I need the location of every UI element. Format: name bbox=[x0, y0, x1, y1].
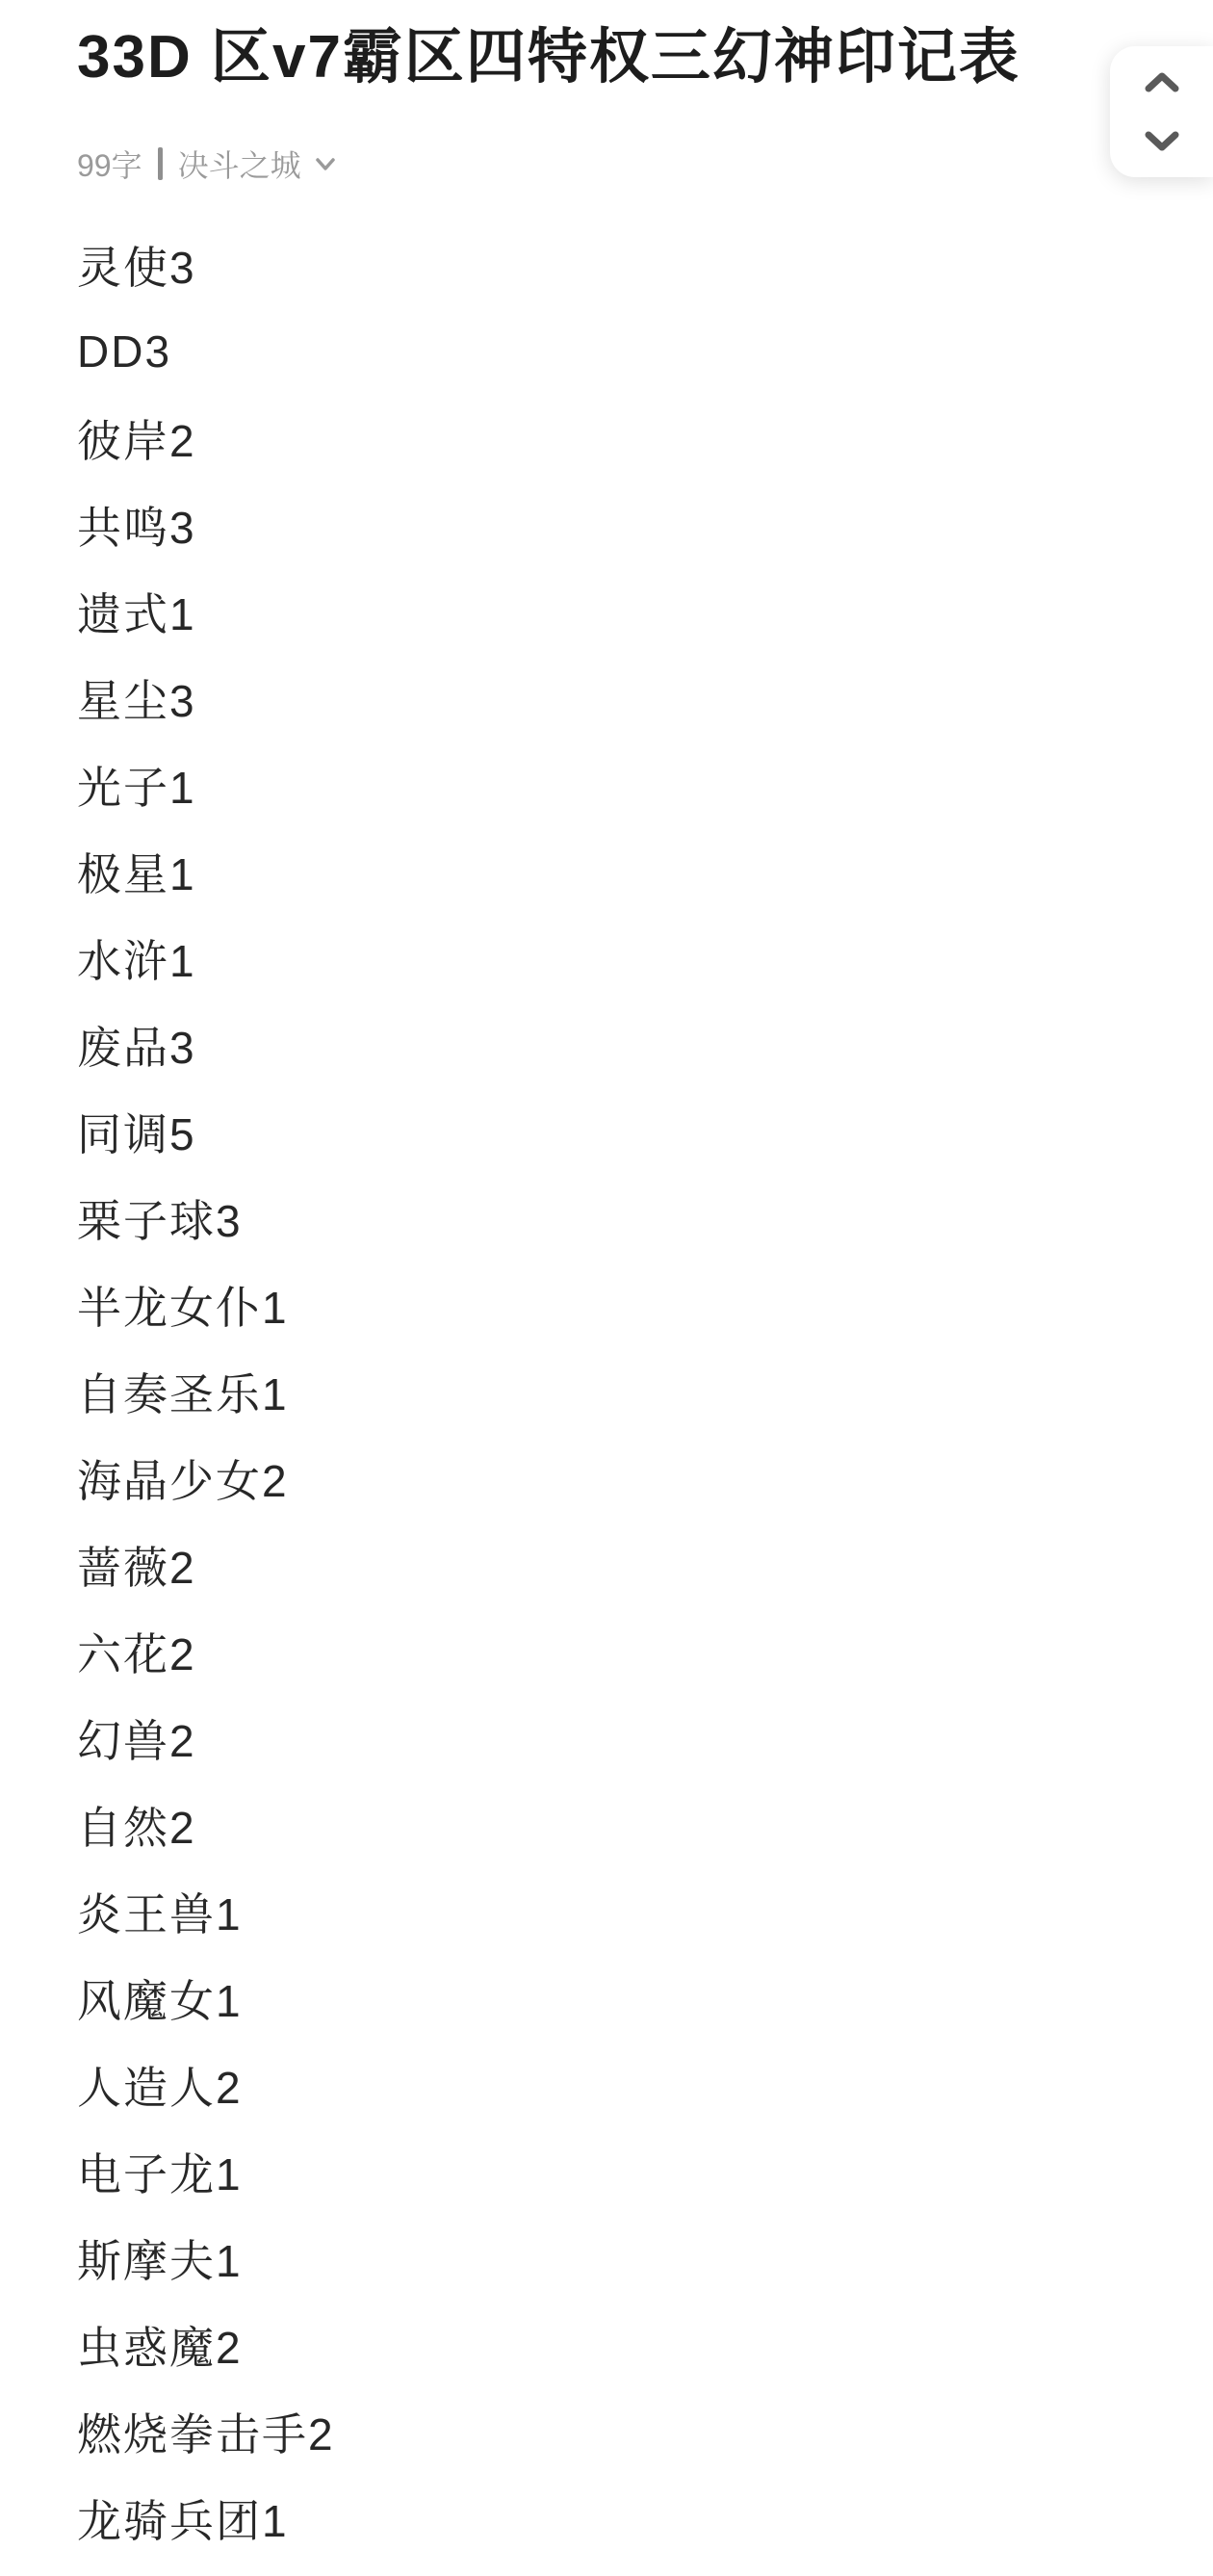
list-item: 共鸣3 bbox=[77, 503, 196, 553]
list-item: 栗子球3 bbox=[77, 1196, 243, 1246]
list-item: 斯摩夫1 bbox=[77, 2236, 243, 2286]
list-item: 自奏圣乐1 bbox=[77, 1369, 289, 1419]
list-item: 风魔女1 bbox=[77, 1976, 243, 2026]
list-item: 光子1 bbox=[77, 763, 196, 813]
meta-row bbox=[77, 144, 1136, 183]
list-item: 半龙女仆1 bbox=[77, 1283, 289, 1333]
list-item: 废品3 bbox=[77, 1023, 196, 1073]
list-item: 海晶少女2 bbox=[77, 1456, 289, 1506]
list-item: 幻兽2 bbox=[77, 1716, 196, 1766]
chevron-up-icon bbox=[1143, 69, 1181, 94]
nav-panel bbox=[1110, 46, 1213, 177]
chevron-down-icon bbox=[311, 149, 340, 178]
list-item: 星尘3 bbox=[77, 676, 196, 726]
list-item: 灵使3 bbox=[77, 243, 196, 293]
list-item: 虫惑魔2 bbox=[77, 2323, 243, 2373]
list-item: 人造人2 bbox=[77, 2063, 243, 2113]
list-item: 燃烧拳击手2 bbox=[77, 2409, 335, 2459]
note-body bbox=[77, 221, 1136, 2562]
list-item: 电子龙1 bbox=[77, 2149, 243, 2199]
list-item: 蔷薇2 bbox=[77, 1543, 196, 1593]
list-item: 彼岸2 bbox=[77, 416, 196, 466]
category-label: 决斗之城 bbox=[177, 148, 301, 183]
page-title: 33D 区v7霸区四特权三幻神印记表 bbox=[77, 24, 1020, 91]
list-item: 炎王兽1 bbox=[77, 1889, 243, 1939]
list-item: 同调5 bbox=[77, 1109, 196, 1159]
meta-divider bbox=[158, 147, 163, 180]
list-item: 极星1 bbox=[77, 849, 196, 899]
chevron-down-icon bbox=[1143, 129, 1181, 154]
list-item: 遗式1 bbox=[77, 589, 196, 639]
list-item: 龙骑兵团1 bbox=[77, 2496, 289, 2546]
word-count: 99字 bbox=[77, 148, 142, 183]
nav-up-button[interactable] bbox=[1110, 57, 1213, 107]
category-selector[interactable] bbox=[178, 142, 340, 186]
list-item: DD3 bbox=[77, 326, 172, 377]
nav-down-button[interactable] bbox=[1110, 117, 1213, 167]
list-item: 自然2 bbox=[77, 1803, 196, 1853]
list-item: 六花2 bbox=[77, 1629, 196, 1679]
list-item: 水浒1 bbox=[77, 936, 196, 986]
